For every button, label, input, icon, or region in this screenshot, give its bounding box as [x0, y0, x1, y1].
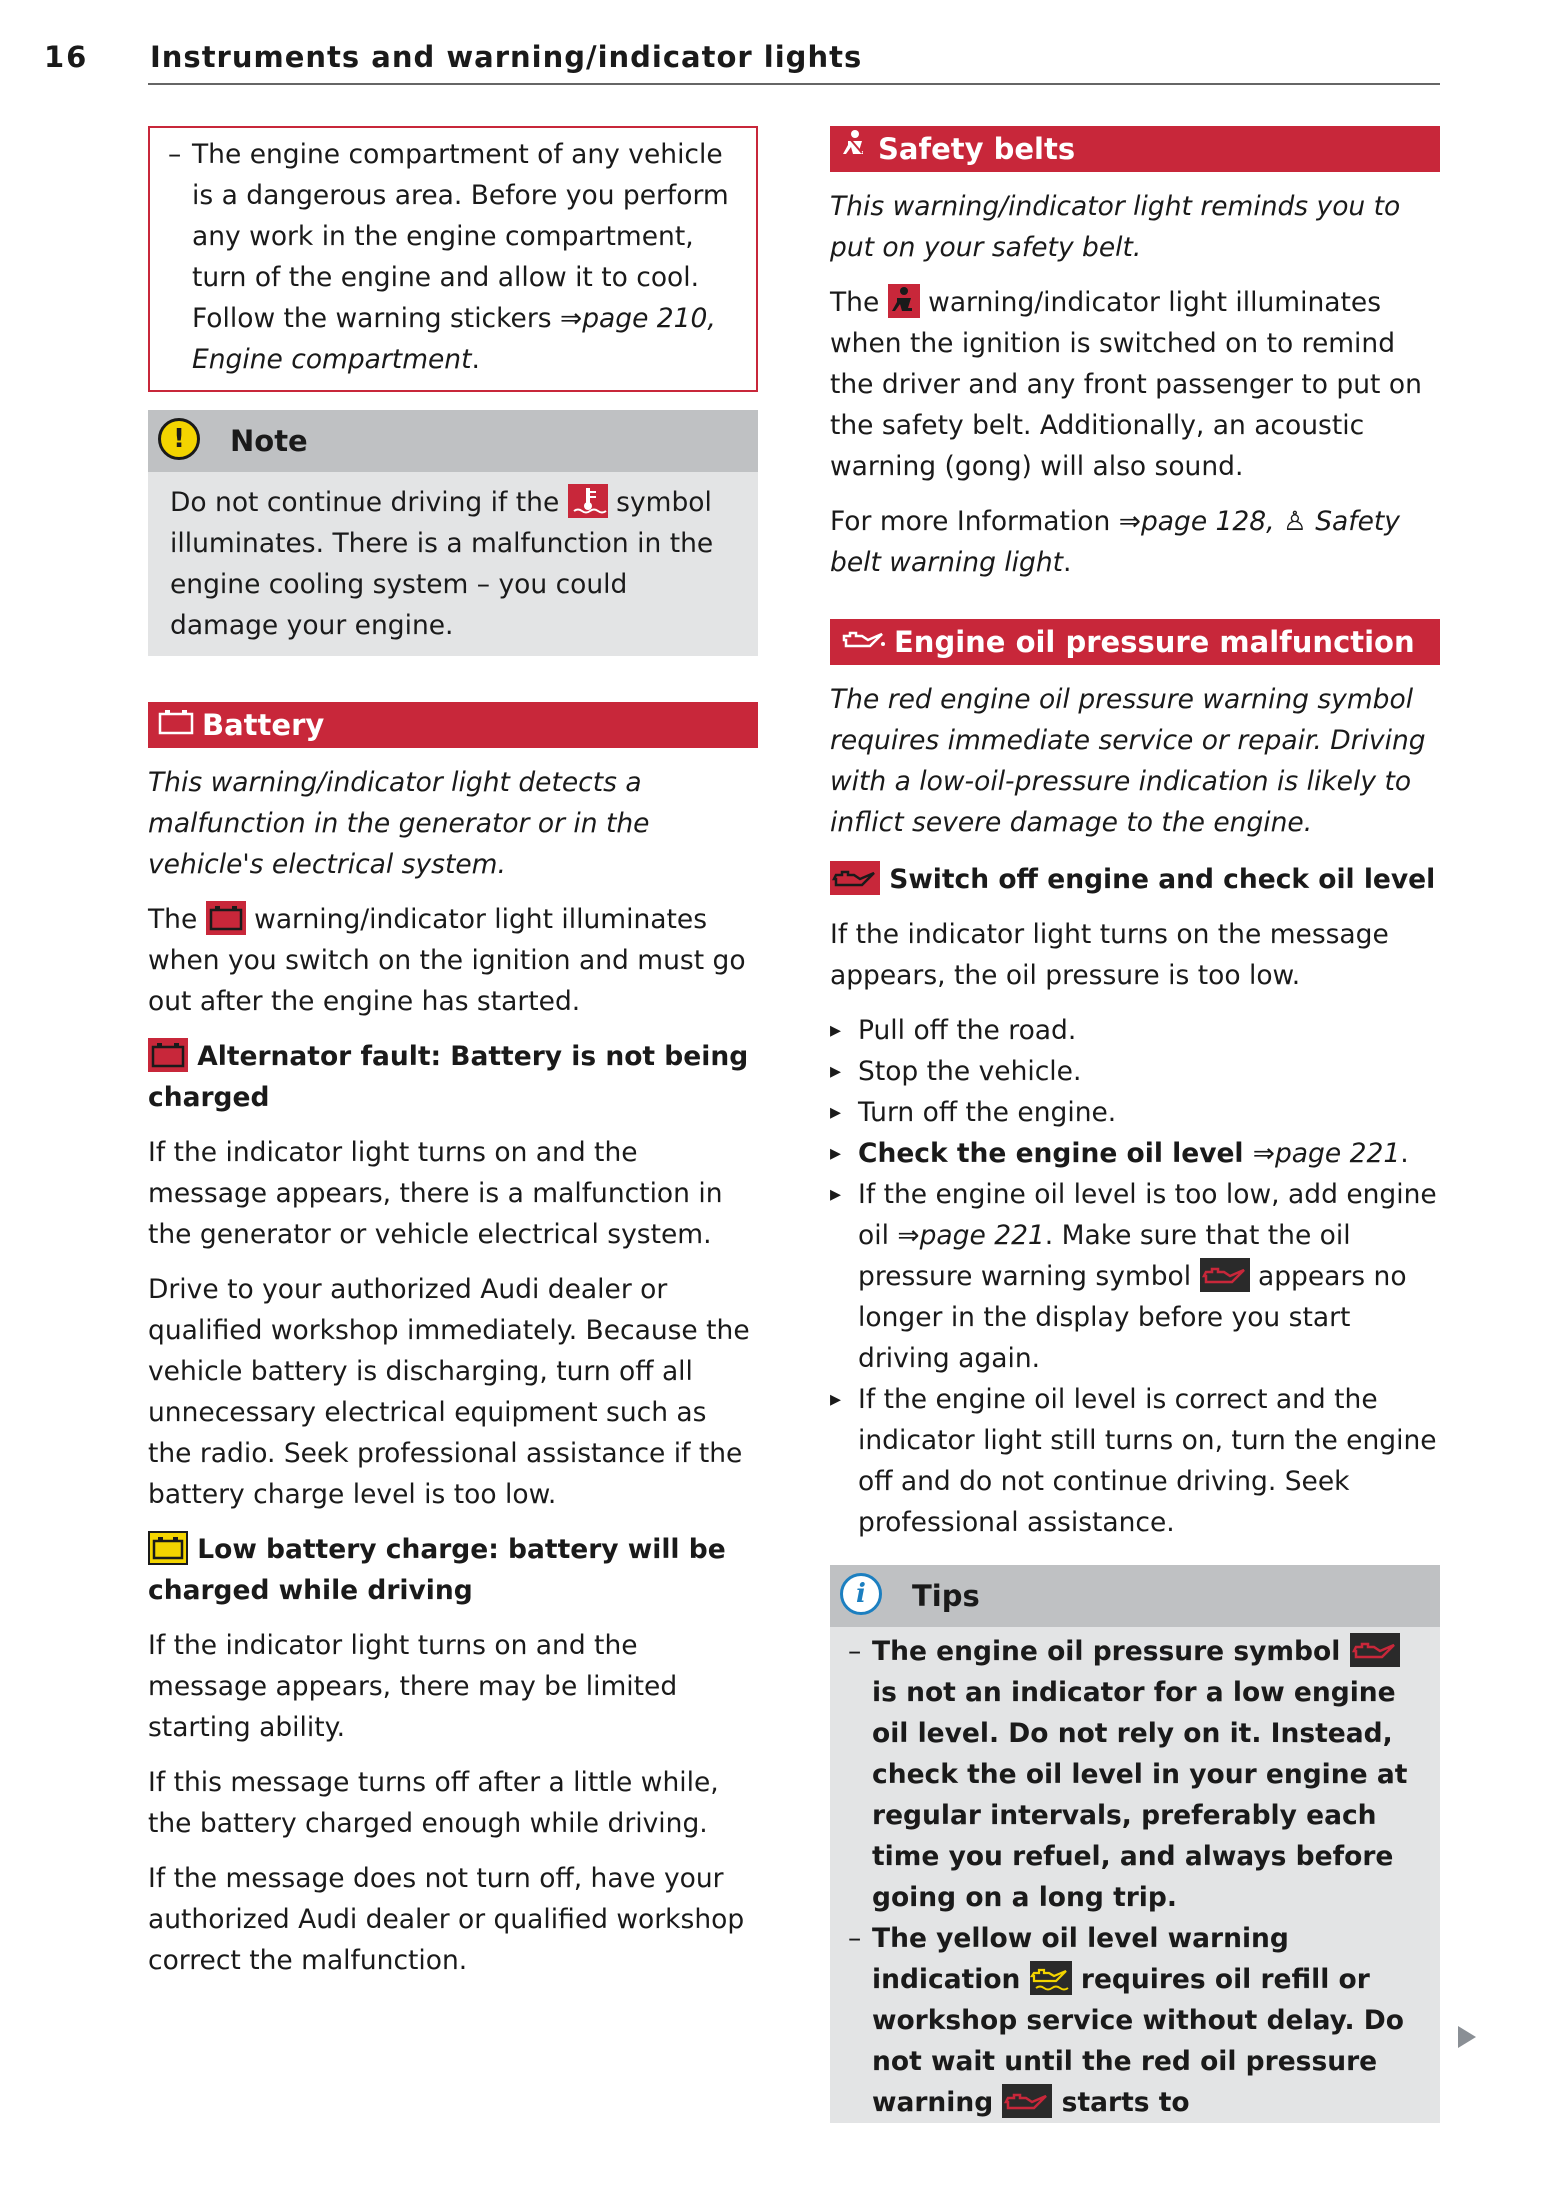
- oil-can-icon: [840, 619, 886, 665]
- page-ref[interactable]: page 221: [919, 1220, 1045, 1251]
- oil-pressure-section-bar: Engine oil pressure malfunction: [830, 619, 1440, 665]
- list-item: ▸ Check the engine oil level ⇒page 221.: [830, 1133, 1440, 1174]
- battery-section-bar: Battery: [148, 702, 758, 748]
- seatbelt-icon: [840, 126, 870, 172]
- page-ref[interactable]: page 221: [1274, 1138, 1401, 1169]
- page-number: 16: [44, 40, 89, 74]
- oil-pressure-warning-icon: [1002, 2084, 1052, 2118]
- low-battery-heading: Low battery charge: battery will be charged while driving: [148, 1529, 758, 1611]
- belts-intro: This warning/indicator light reminds you to put on your safety belt.: [830, 191, 1401, 263]
- oil-level-warning-icon: [1030, 1961, 1072, 1995]
- switch-off-engine-heading: Switch off engine and check oil level: [830, 859, 1440, 900]
- low-battery-icon: [148, 1531, 188, 1565]
- arrow-ref-icon: ⇒: [559, 303, 583, 334]
- list-item: ▸ Stop the vehicle.: [830, 1051, 1440, 1092]
- info-icon: i: [840, 1573, 882, 1615]
- list-item: ▸ If the engine oil level is too low, add engine oil ⇒page 221. Make sure that the oil pressure warning symbol appears no longer in the display before you start driving again.: [830, 1174, 1440, 1379]
- continue-arrow-icon: [1458, 2026, 1476, 2048]
- arrow-ref-icon: ⇒: [897, 1220, 920, 1251]
- battery-warning-icon: [148, 1038, 188, 1072]
- belts-paragraph-1: The warning/indicator light illuminates when the ignition is switched on to remind the driver and any front passenger to put on the safety belt. Additionally, an acoustic warning (gong) will also sound.: [830, 282, 1440, 487]
- exclamation-icon: !: [158, 418, 200, 460]
- tips-box: [830, 1565, 1440, 2123]
- safety-belts-section-bar: Safety belts: [830, 126, 1440, 172]
- page-ref[interactable]: page 128,: [1140, 506, 1275, 537]
- note-label: Note: [230, 424, 308, 458]
- right-column: [830, 126, 1440, 2123]
- seatbelt-warning-icon: [888, 284, 920, 318]
- note-body: Do not continue driving if the symbol illuminates. There is a malfunction in the engine cooling system – you could damage your engine.: [148, 472, 758, 656]
- oil-steps-list: [830, 1010, 1440, 1543]
- battery-paragraph-4: If the indicator light turns on and the message appears, there may be limited starting ability.: [148, 1630, 678, 1743]
- oil-pressure-warning-icon: [1200, 1258, 1250, 1292]
- tips-item: – The yellow oil level warning indication requires oil refill or workshop service without delay. Do not wait until the red oil pressure warning starts to: [848, 1918, 1422, 2123]
- note-box: [148, 410, 758, 656]
- list-item: ▸ Pull off the road.: [830, 1010, 1440, 1051]
- arrow-ref-icon: ⇒: [1252, 1138, 1275, 1169]
- warning-item: – The engine compartment of any vehicle is a dangerous area. Before you perform any work in the engine compartment, turn of the engine and allow it to cool. Follow the warning stickers ⇒page 210, Engine compartment.: [168, 134, 746, 380]
- page-ref[interactable]: page 210,: [582, 303, 716, 334]
- oil-intro: The red engine oil pressure warning symbol requires immediate service or repair. Driving with a low-oil-pressure indication is likely to inflict severe damage to the engine.: [830, 684, 1426, 838]
- left-column: [148, 126, 758, 1981]
- tips-label: Tips: [912, 1579, 980, 1613]
- battery-icon: [158, 702, 194, 748]
- oil-paragraph-1: If the indicator light turns on the message appears, the oil pressure is too low.: [830, 919, 1389, 991]
- arrow-ref-icon: ⇒: [1118, 506, 1141, 537]
- list-item: ▸ Turn off the engine.: [830, 1092, 1440, 1133]
- battery-intro: This warning/indicator light detects a malfunction in the generator or in the vehicle's electrical system.: [148, 767, 650, 880]
- battery-paragraph-5: If this message turns off after a little while, the battery charged enough while driving.: [148, 1767, 719, 1839]
- battery-paragraph-2: If the indicator light turns on and the message appears, there is a malfunction in the generator or vehicle electrical system.: [148, 1137, 723, 1250]
- page-title: Instruments and warning/indicator lights: [150, 40, 863, 74]
- alternator-fault-heading: Alternator fault: Battery is not being charged: [148, 1036, 758, 1118]
- header-rule: [148, 83, 1440, 85]
- battery-warning-icon: [206, 901, 246, 935]
- list-item: ▸ If the engine oil level is correct and the indicator light still turns on, turn the engine off and do not continue driving. Seek professional assistance.: [830, 1379, 1440, 1543]
- tips-item: – The engine oil pressure symbol is not an indicator for a low engine oil level. Do not rely on it. Instead, check the oil level in your engine at regular intervals, preferably each time you refuel, and always before going on a long trip.: [848, 1631, 1422, 1918]
- battery-paragraph-6: If the message does not turn off, have your authorized Audi dealer or qualified workshop correct the malfunction.: [148, 1863, 745, 1976]
- seatbelt-icon: ♙: [1283, 506, 1307, 537]
- oil-pressure-warning-icon: [1350, 1633, 1400, 1667]
- oil-pressure-warning-icon: [830, 861, 880, 895]
- note-header: [148, 410, 758, 472]
- belts-paragraph-2: For more Information ⇒page 128, ♙ Safety belt warning light.: [830, 506, 1400, 578]
- tips-body: [830, 1627, 1440, 2123]
- tips-header: [830, 1565, 1440, 1627]
- warning-box: [148, 126, 758, 392]
- coolant-temperature-icon: [568, 484, 608, 518]
- battery-paragraph-3: Drive to your authorized Audi dealer or qualified workshop immediately. Because the vehicle battery is discharging, turn off all unnecessary electrical equipment such as the radio. Seek professional assistance if the battery charge level is too low.: [148, 1274, 750, 1510]
- page-header: [44, 40, 1440, 88]
- battery-paragraph-1: The warning/indicator light illuminates when you switch on the ignition and must go out after the engine has started.: [148, 899, 758, 1022]
